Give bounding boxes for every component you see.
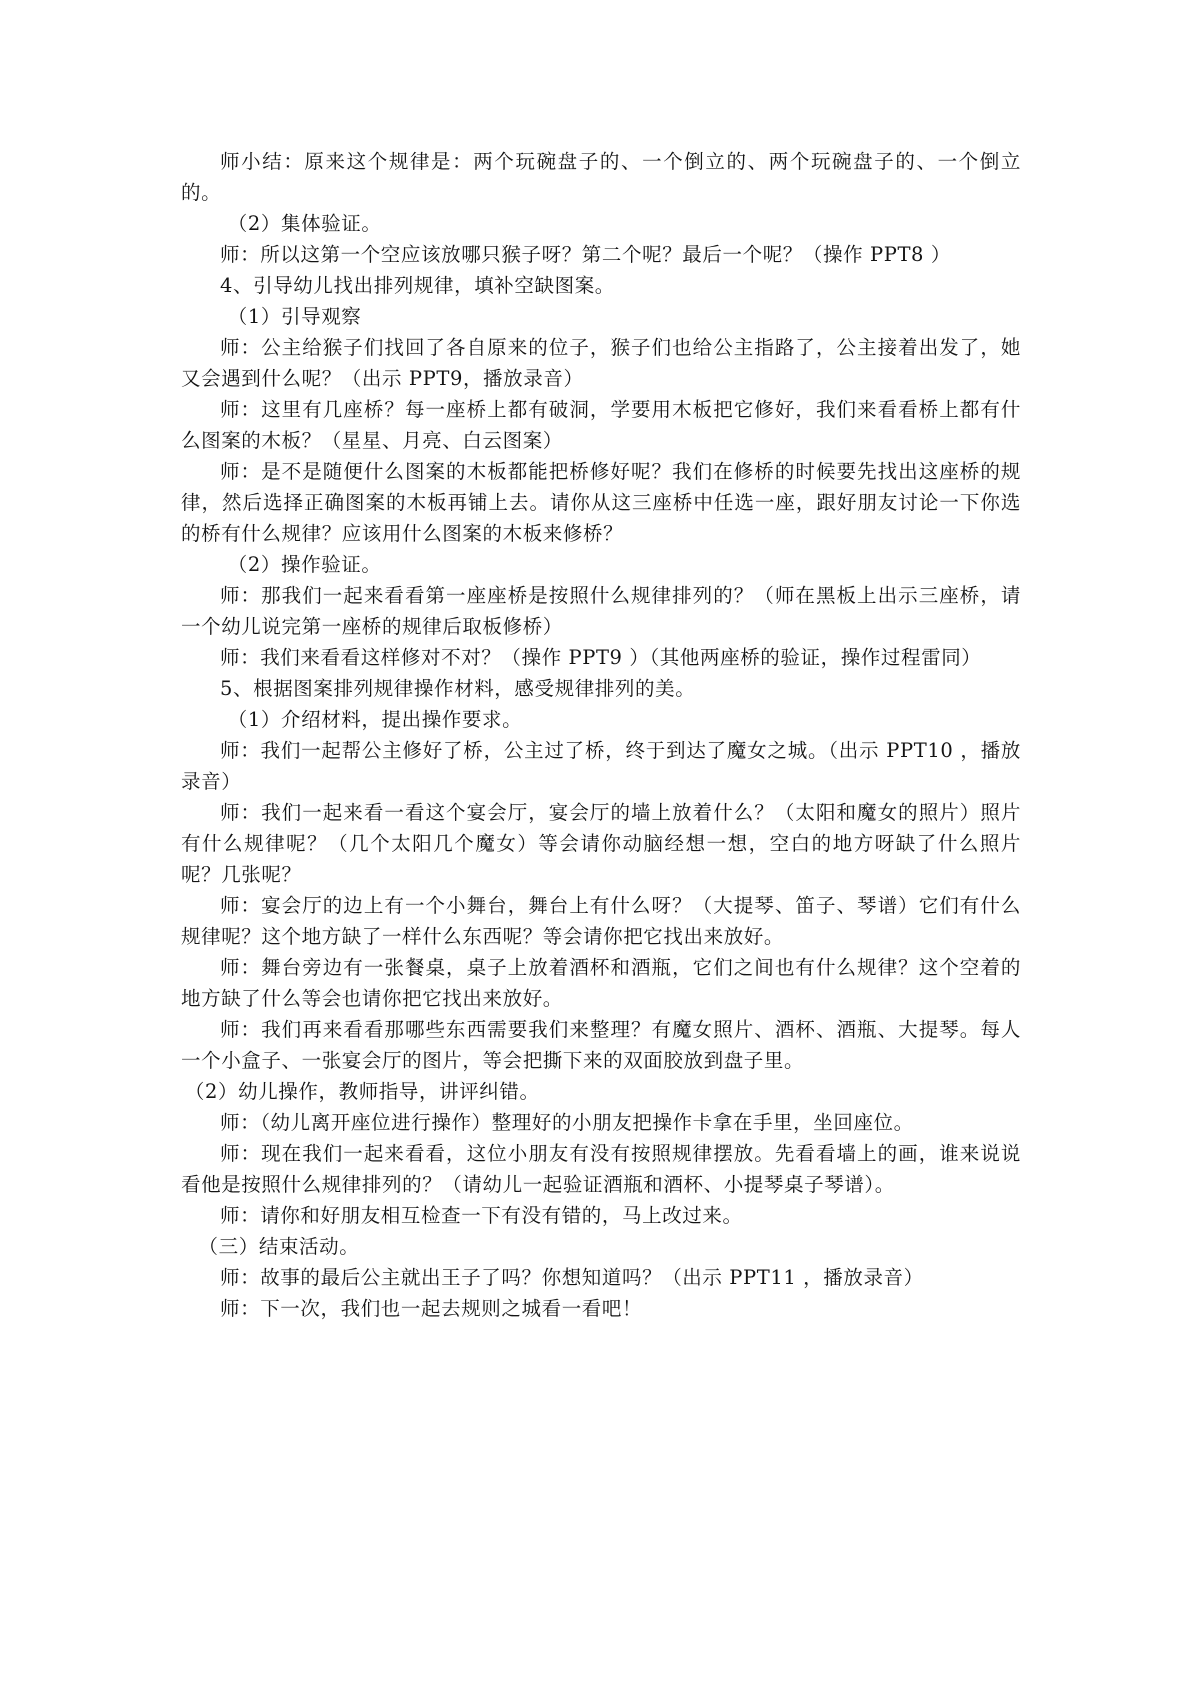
paragraph-dialogue: 师：现在我们一起来看看，这位小朋友有没有按照规律摆放。先看看墙上的画，谁来说说看他是按照什么规律排列的？（请幼儿一起验证酒瓶和酒杯、小提琴桌子琴谱）。: [181, 1142, 1021, 1196]
paragraph-step-heading: （2）幼儿操作，教师指导，讲评纠错。: [184, 1080, 540, 1103]
paragraph-summary: 师小结：原来这个规律是：两个玩碗盘子的、一个倒立的、两个玩碗盘子的、一个倒立的。: [181, 150, 1021, 204]
paragraph-part-heading: （三）结束活动。: [198, 1235, 360, 1258]
paragraph-section-heading: 4、引导幼儿找出排列规律，填补空缺图案。: [220, 274, 615, 297]
paragraph-dialogue: 师：我们来看看这样修对不对？（操作 PPT9 ）（其他两座桥的验证，操作过程雷同）: [220, 646, 982, 669]
paragraph-dialogue: 师：请你和好朋友相互检查一下有没有错的，马上改过来。: [220, 1204, 743, 1227]
paragraph-dialogue: 师：下一次，我们也一起去规则之城看一看吧！: [220, 1297, 643, 1320]
paragraph-dialogue: 师：我们一起帮公主修好了桥，公主过了桥，终于到达了魔女之城。（出示 PPT10 ，播放录音）: [181, 739, 1021, 793]
paragraph-dialogue: 师：我们一起来看一看这个宴会厅，宴会厅的墙上放着什么？（太阳和魔女的照片）照片有什么规律呢？（几个太阳几个魔女）等会请你动脑经想一想，空白的地方呀缺了什么照片呢？几张呢？: [181, 801, 1021, 886]
paragraph-dialogue: 师：所以这第一个空应该放哪只猴子呀？第二个呢？最后一个呢？（操作 PPT8 ）: [220, 243, 951, 266]
paragraph-dialogue: 师：故事的最后公主就出王子了吗？你想知道吗？（出示 PPT11 ，播放录音）: [220, 1266, 924, 1289]
paragraph-dialogue: 师：我们再来看看那哪些东西需要我们来整理？有魔女照片、酒杯、酒瓶、大提琴。每人一个小盒子、一张宴会厅的图片，等会把撕下来的双面胶放到盘子里。: [181, 1018, 1021, 1072]
paragraph-dialogue: 师：这里有几座桥？每一座桥上都有破洞，学要用木板把它修好，我们来看看桥上都有什么图案的木板？（星星、月亮、白云图案）: [181, 398, 1021, 452]
document-page: [181, 146, 1021, 1324]
paragraph-dialogue: 师：（幼儿离开座位进行操作）整理好的小朋友把操作卡拿在手里，坐回座位。: [220, 1111, 914, 1134]
paragraph-step-heading: （1）引导观察: [227, 305, 362, 328]
paragraph-step-heading: （1）介绍材料，提出操作要求。: [227, 708, 523, 731]
paragraph-dialogue: 师：宴会厅的边上有一个小舞台，舞台上有什么呀？（大提琴、笛子、琴谱）它们有什么规律呢？这个地方缺了一样什么东西呢？等会请你把它找出来放好。: [181, 894, 1021, 948]
paragraph-dialogue: 师：那我们一起来看看第一座座桥是按照什么规律排列的？（师在黑板上出示三座桥，请一个幼儿说完第一座桥的规律后取板修桥）: [181, 584, 1021, 638]
paragraph-step-heading: （2）操作验证。: [227, 553, 382, 576]
paragraph-dialogue: 师：公主给猴子们找回了各自原来的位子，猴子们也给公主指路了，公主接着出发了，她又会遇到什么呢？（出示 PPT9，播放录音）: [181, 336, 1021, 390]
paragraph-step-heading: （2）集体验证。: [227, 212, 382, 235]
paragraph-dialogue: 师：是不是随便什么图案的木板都能把桥修好呢？我们在修桥的时候要先找出这座桥的规律，然后选择正确图案的木板再铺上去。请你从这三座桥中任选一座，跟好朋友讨论一下你选的桥有什么规律？应该用什么图案的木板来修桥？: [181, 460, 1021, 545]
paragraph-dialogue: 师：舞台旁边有一张餐桌，桌子上放着酒杯和酒瓶，它们之间也有什么规律？这个空着的地方缺了什么等会也请你把它找出来放好。: [181, 956, 1021, 1010]
paragraph-section-heading: 5、根据图案排列规律操作材料，感受规律排列的美。: [220, 677, 696, 700]
